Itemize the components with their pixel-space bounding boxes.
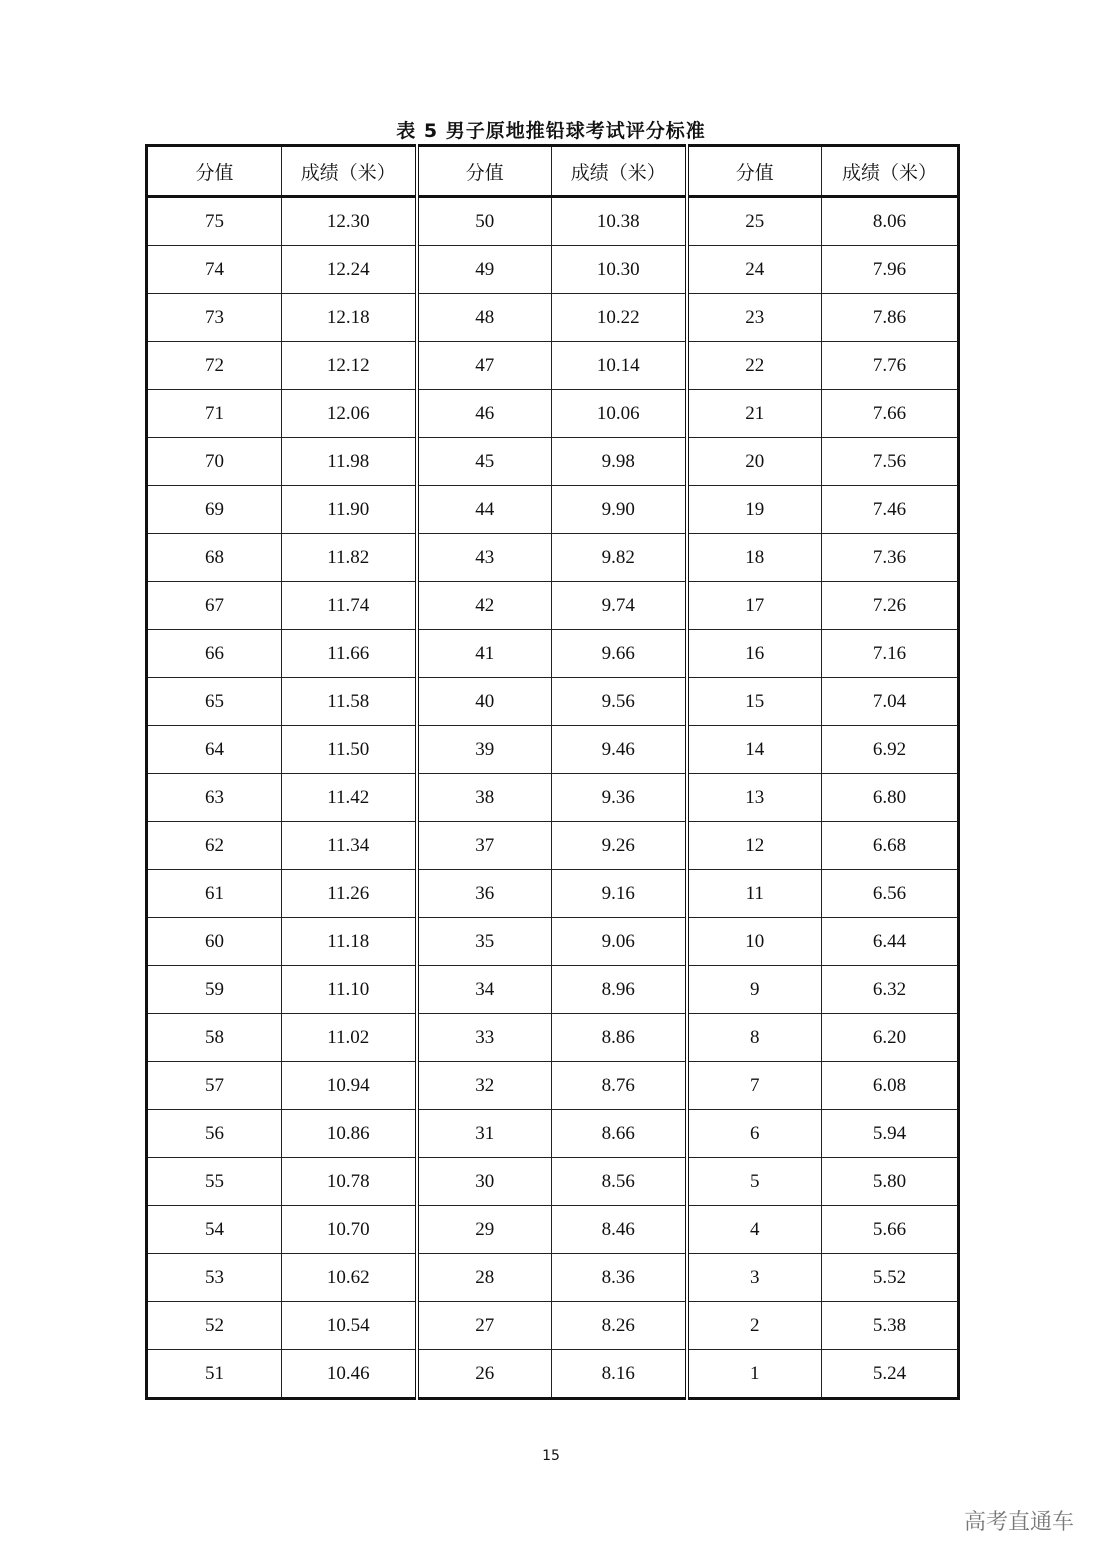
cell-result-2: 9.74 [552, 582, 687, 630]
cell-result-1: 11.74 [282, 582, 417, 630]
cell-result-1: 11.66 [282, 630, 417, 678]
cell-score-3: 6 [687, 1110, 822, 1158]
table-row [147, 966, 959, 1014]
cell-score-3: 15 [687, 678, 822, 726]
cell-result-1: 10.62 [282, 1254, 417, 1302]
cell-score-2: 29 [417, 1206, 552, 1254]
cell-score-3: 12 [687, 822, 822, 870]
cell-score-3: 19 [687, 486, 822, 534]
cell-score-1: 71 [147, 390, 282, 438]
table-row [147, 197, 959, 246]
cell-result-2: 10.22 [552, 294, 687, 342]
cell-score-2: 46 [417, 390, 552, 438]
cell-score-2: 36 [417, 870, 552, 918]
cell-score-1: 62 [147, 822, 282, 870]
cell-score-1: 56 [147, 1110, 282, 1158]
cell-result-1: 11.50 [282, 726, 417, 774]
table-row [147, 294, 959, 342]
cell-result-1: 11.18 [282, 918, 417, 966]
cell-result-3: 5.66 [822, 1206, 959, 1254]
cell-score-1: 60 [147, 918, 282, 966]
cell-score-3: 3 [687, 1254, 822, 1302]
cell-result-2: 9.26 [552, 822, 687, 870]
cell-result-1: 11.42 [282, 774, 417, 822]
table-row [147, 1350, 959, 1399]
cell-score-1: 61 [147, 870, 282, 918]
cell-score-3: 2 [687, 1302, 822, 1350]
cell-result-1: 11.10 [282, 966, 417, 1014]
cell-result-2: 8.16 [552, 1350, 687, 1399]
cell-result-1: 12.18 [282, 294, 417, 342]
cell-result-3: 6.80 [822, 774, 959, 822]
cell-score-1: 74 [147, 246, 282, 294]
cell-result-3: 7.96 [822, 246, 959, 294]
cell-result-3: 7.16 [822, 630, 959, 678]
cell-score-1: 66 [147, 630, 282, 678]
cell-result-2: 9.36 [552, 774, 687, 822]
cell-result-3: 7.76 [822, 342, 959, 390]
cell-score-2: 50 [417, 197, 552, 246]
cell-score-2: 32 [417, 1062, 552, 1110]
table-row [147, 582, 959, 630]
cell-score-1: 63 [147, 774, 282, 822]
table-row [147, 246, 959, 294]
cell-score-2: 31 [417, 1110, 552, 1158]
cell-score-2: 34 [417, 966, 552, 1014]
cell-result-1: 11.02 [282, 1014, 417, 1062]
cell-score-1: 68 [147, 534, 282, 582]
cell-score-3: 10 [687, 918, 822, 966]
table-row [147, 678, 959, 726]
table-row [147, 1254, 959, 1302]
cell-result-2: 9.82 [552, 534, 687, 582]
cell-score-3: 1 [687, 1350, 822, 1399]
cell-result-1: 12.06 [282, 390, 417, 438]
cell-result-2: 9.66 [552, 630, 687, 678]
cell-score-1: 73 [147, 294, 282, 342]
cell-result-3: 6.68 [822, 822, 959, 870]
cell-score-3: 5 [687, 1158, 822, 1206]
cell-score-2: 43 [417, 534, 552, 582]
cell-score-2: 37 [417, 822, 552, 870]
cell-score-2: 26 [417, 1350, 552, 1399]
cell-score-2: 49 [417, 246, 552, 294]
cell-score-3: 13 [687, 774, 822, 822]
cell-result-2: 10.06 [552, 390, 687, 438]
cell-result-3: 7.46 [822, 486, 959, 534]
header-score-3: 分值 [687, 146, 822, 197]
cell-result-2: 9.46 [552, 726, 687, 774]
table-row [147, 822, 959, 870]
cell-score-1: 57 [147, 1062, 282, 1110]
cell-result-2: 9.98 [552, 438, 687, 486]
cell-result-3: 5.94 [822, 1110, 959, 1158]
cell-result-1: 11.34 [282, 822, 417, 870]
cell-score-1: 58 [147, 1014, 282, 1062]
cell-score-1: 69 [147, 486, 282, 534]
cell-result-2: 8.96 [552, 966, 687, 1014]
page-number: 15 [542, 1448, 560, 1464]
table-row [147, 870, 959, 918]
cell-result-1: 11.90 [282, 486, 417, 534]
cell-result-3: 5.38 [822, 1302, 959, 1350]
cell-score-3: 22 [687, 342, 822, 390]
table-row [147, 1302, 959, 1350]
cell-score-2: 35 [417, 918, 552, 966]
table-row [147, 1110, 959, 1158]
cell-score-3: 24 [687, 246, 822, 294]
cell-score-2: 33 [417, 1014, 552, 1062]
cell-result-2: 8.26 [552, 1302, 687, 1350]
cell-result-2: 8.86 [552, 1014, 687, 1062]
header-result-3: 成绩（米） [822, 146, 959, 197]
cell-score-1: 53 [147, 1254, 282, 1302]
cell-score-1: 64 [147, 726, 282, 774]
cell-result-1: 11.82 [282, 534, 417, 582]
cell-result-2: 10.14 [552, 342, 687, 390]
cell-result-3: 8.06 [822, 197, 959, 246]
cell-result-2: 10.38 [552, 197, 687, 246]
cell-score-2: 44 [417, 486, 552, 534]
cell-score-2: 30 [417, 1158, 552, 1206]
cell-result-3: 7.66 [822, 390, 959, 438]
cell-result-1: 10.46 [282, 1350, 417, 1399]
cell-score-3: 8 [687, 1014, 822, 1062]
cell-score-1: 70 [147, 438, 282, 486]
table-row [147, 726, 959, 774]
cell-score-2: 41 [417, 630, 552, 678]
cell-score-3: 14 [687, 726, 822, 774]
table-row [147, 1062, 959, 1110]
cell-score-3: 23 [687, 294, 822, 342]
table-row [147, 630, 959, 678]
table-title: 表 5 男子原地推铅球考试评分标准 [396, 120, 706, 142]
cell-result-3: 5.80 [822, 1158, 959, 1206]
header-result-1: 成绩（米） [282, 146, 417, 197]
cell-result-2: 8.76 [552, 1062, 687, 1110]
cell-result-2: 8.46 [552, 1206, 687, 1254]
header-score-2: 分值 [417, 146, 552, 197]
cell-score-2: 40 [417, 678, 552, 726]
cell-score-3: 18 [687, 534, 822, 582]
cell-score-1: 52 [147, 1302, 282, 1350]
cell-score-2: 38 [417, 774, 552, 822]
cell-score-3: 4 [687, 1206, 822, 1254]
table-header-row [147, 146, 959, 197]
cell-score-1: 75 [147, 197, 282, 246]
cell-result-1: 10.86 [282, 1110, 417, 1158]
cell-score-3: 9 [687, 966, 822, 1014]
cell-result-3: 6.20 [822, 1014, 959, 1062]
cell-result-3: 6.08 [822, 1062, 959, 1110]
cell-result-1: 10.70 [282, 1206, 417, 1254]
table-body [147, 197, 959, 1399]
cell-score-3: 25 [687, 197, 822, 246]
cell-result-2: 9.90 [552, 486, 687, 534]
score-table [145, 144, 960, 1400]
cell-result-3: 6.92 [822, 726, 959, 774]
cell-score-1: 51 [147, 1350, 282, 1399]
table-row [147, 390, 959, 438]
cell-result-3: 5.24 [822, 1350, 959, 1399]
cell-result-2: 8.36 [552, 1254, 687, 1302]
cell-result-3: 5.52 [822, 1254, 959, 1302]
cell-score-2: 28 [417, 1254, 552, 1302]
cell-score-2: 39 [417, 726, 552, 774]
cell-score-3: 20 [687, 438, 822, 486]
cell-result-1: 10.54 [282, 1302, 417, 1350]
cell-result-2: 9.16 [552, 870, 687, 918]
header-score-1: 分值 [147, 146, 282, 197]
cell-score-1: 54 [147, 1206, 282, 1254]
cell-score-3: 17 [687, 582, 822, 630]
cell-score-1: 65 [147, 678, 282, 726]
cell-result-1: 11.58 [282, 678, 417, 726]
cell-result-2: 8.66 [552, 1110, 687, 1158]
table-row [147, 1206, 959, 1254]
cell-result-1: 10.94 [282, 1062, 417, 1110]
cell-result-3: 6.44 [822, 918, 959, 966]
cell-result-3: 7.26 [822, 582, 959, 630]
header-result-2: 成绩（米） [552, 146, 687, 197]
cell-score-1: 67 [147, 582, 282, 630]
cell-result-2: 8.56 [552, 1158, 687, 1206]
cell-score-1: 72 [147, 342, 282, 390]
table-row [147, 774, 959, 822]
table-row [147, 1158, 959, 1206]
cell-score-3: 11 [687, 870, 822, 918]
cell-result-1: 10.78 [282, 1158, 417, 1206]
cell-score-2: 48 [417, 294, 552, 342]
cell-result-1: 11.98 [282, 438, 417, 486]
cell-score-3: 16 [687, 630, 822, 678]
table-row [147, 438, 959, 486]
table-row [147, 486, 959, 534]
cell-score-3: 7 [687, 1062, 822, 1110]
cell-score-1: 59 [147, 966, 282, 1014]
cell-result-1: 12.30 [282, 197, 417, 246]
cell-result-2: 10.30 [552, 246, 687, 294]
cell-result-3: 6.32 [822, 966, 959, 1014]
cell-result-3: 7.86 [822, 294, 959, 342]
cell-score-1: 55 [147, 1158, 282, 1206]
cell-score-3: 21 [687, 390, 822, 438]
table-row [147, 534, 959, 582]
table-row [147, 1014, 959, 1062]
cell-result-1: 12.12 [282, 342, 417, 390]
table-row [147, 918, 959, 966]
cell-result-2: 9.06 [552, 918, 687, 966]
cell-score-2: 42 [417, 582, 552, 630]
cell-result-2: 9.56 [552, 678, 687, 726]
cell-result-1: 11.26 [282, 870, 417, 918]
table-row [147, 342, 959, 390]
cell-result-3: 7.36 [822, 534, 959, 582]
watermark: 高考直通车 [963, 1510, 1074, 1535]
cell-score-2: 47 [417, 342, 552, 390]
cell-result-3: 6.56 [822, 870, 959, 918]
cell-score-2: 45 [417, 438, 552, 486]
cell-result-1: 12.24 [282, 246, 417, 294]
cell-result-3: 7.56 [822, 438, 959, 486]
cell-score-2: 27 [417, 1302, 552, 1350]
cell-result-3: 7.04 [822, 678, 959, 726]
